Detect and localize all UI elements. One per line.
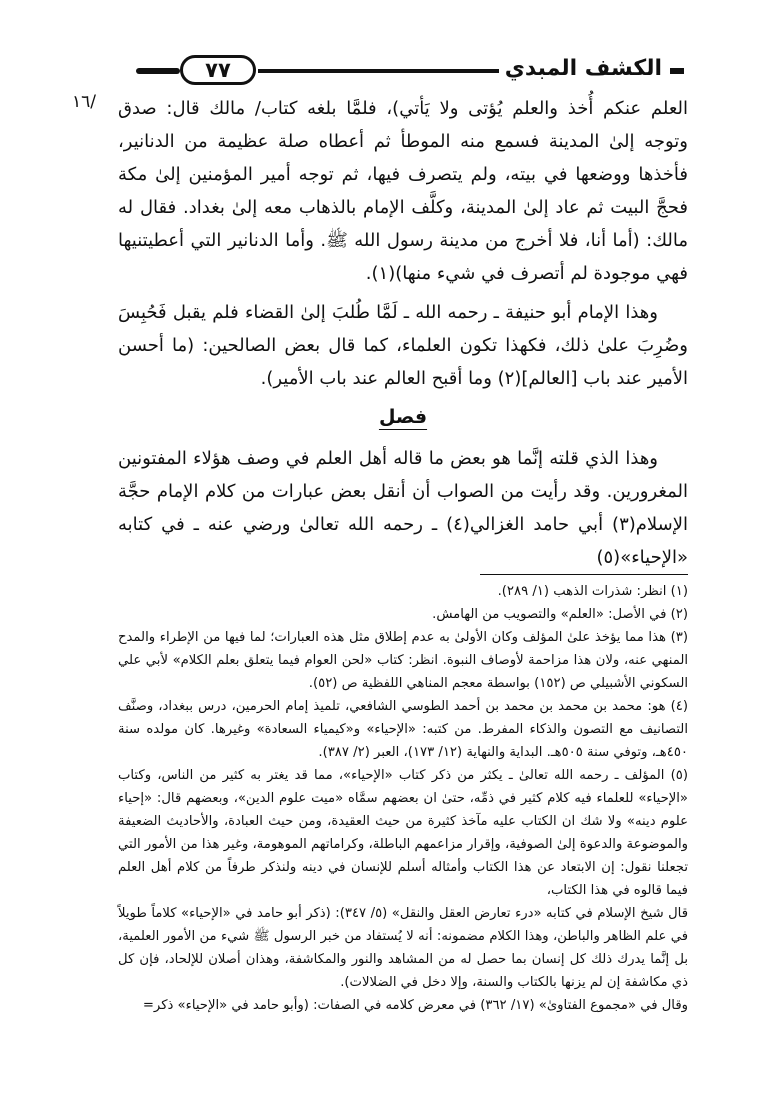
paragraph-2: وهذا الإمام أبو حنيفة ـ رحمه الله ـ لَمَّا طُلبَ إلىٰ القضاء فلم يقبل فَحُبِسَ وضُرِبَ علىٰ ذلك، فكهذا تكون العلماء، كما قال بعض الصالحين: (ما أحسن الأمير عند باب [العالم](٢) وما أقبح العالم عند باب الأمير). — [118, 302, 688, 389]
footnote-4: (٤) هو: محمد بن محمد بن محمد بن أحمد الطوسي الشافعي، تلميذ إمام الحرمين، درس ببغداد، وصنَّف التصانيف مع التصون والذكاء المفرط. من كتبه: «الإحياء» و«كيمياء السعادة» وغيرها. كان مولده سنة ٤٥٠هـ، وتوفي سنة ٥٠٥هـ. البداية والنهاية (١٢/ ١٧٣)، العبر (٢/ ٣٨٧). — [118, 699, 688, 760]
margin-manuscript-folio: ١٦/ — [72, 92, 96, 112]
header-rule-left — [136, 68, 180, 74]
header-rule-right — [670, 68, 684, 74]
footnote-5: (٥) المؤلف ـ رحمه الله تعالىٰ ـ يكثر من ذكر كتاب «الإحياء»، مما قد يغتر به كثير من الناس، وكتاب «الإحياء» للعلماء فيه كلام كثير في ذمِّه، حتىٰ ان بعضهم سمَّاه «ميت علوم الدين»، وبعضهم قال: «إحياء علوم دينه» ولا شك ان الكتاب عليه مآخذ كثيرة من حيث العقيدة، ومن حيث العبادة، والأحاديث الضعيفة والموضوعة والدعوة إلىٰ الصوفية، وإقرار مزاعمهم الباطلة، وكراماتهم الموهومة، وغير هذا من الأمور التي تجعلنا نقول: إن الابتعاد عن هذا الكتاب وأمثاله أسلم للإنسان في دينه ولنذكر طرفاً من كلام أهل العلم فيما قالوه في هذا الكتاب، — [118, 768, 688, 898]
footnote-5-continued-1: قال شيخ الإسلام في كتابه «درء تعارض العقل والنقل» (٥/ ٣٤٧): (ذكر أبو حامد في «الإحياء» كلاماً طويلاً في علم الظاهر والباطن، وهذا الكلام مضمونه: أنه لا يُستفاد من خبر الرسول ﷺ شيء من الأمور العلمية، بل إنَّما يدرك ذلك كل إنسان بما حصل له من المشاهد والنور والمكاشفة، وهذان أصلان للإلحاد، فإن كل ذي مكاشفة إن لم يزنها بالكتاب والسنة، وإلا دخل في الضلالات). — [118, 906, 689, 990]
footnotes — [118, 580, 688, 1017]
paragraph-3: وهذا الذي قلته إنَّما هو بعض ما قاله أهل العلم في وصف هؤلاء المفتونين المغرورين. وقد رأيت من الصواب أن أنقل بعض عبارات من كلام الإمام حجَّة الإسلام(٣) أبي حامد الغزالي(٤) ـ رحمه الله تعالىٰ ورضي عنه ـ في كتابه «الإحياء»(٥) — [118, 448, 688, 568]
footnote-3: (٣) هذا مما يؤخذ علىٰ المؤلف وكان الأولىٰ به عدم إطلاق مثل هذه العبارات؛ لما فيها من الإطراء والمدح المنهي عنه، ولان هذا مزاحمة لأوصاف النبوة. انظر: كتاب «لحن العوام فيما يتعلق بعلم الكلام» لأبي علي السكوني الأشبيلي ص (١٥٢) بواسطة معجم المناهي اللفظية ص (٥٢). — [118, 630, 688, 691]
footnote-2: (٢) في الأصل: «العلم» والتصويب من الهامش. — [432, 607, 688, 622]
main-text — [118, 92, 688, 580]
footnote-1: (١) انظر: شذرات الذهب (١/ ٢٨٩). — [497, 584, 688, 599]
running-title: الكشف المبدي — [499, 52, 668, 86]
paragraph-1: العلم عنكم أُخذ والعلم يُؤتى ولا يَأتي)، فلمَّا بلغه كتاب/ مالك قال: صدق وتوجه إلىٰ المدينة فسمع منه الموطأ ثم أعطاه صلة عظيمة من الدنانير، فأخذها ووضعها في بيته، ولم يتصرف فيها، ثم توجه أمير المؤمنين إلىٰ مكة فحجَّ البيت ثم عاد إلىٰ المدينة، وكلَّف الإمام بالذهاب معه إلىٰ بغداد. فقال له مالك: (أما أنا، فلا أخرج من مدينة رسول الله ﷺ. وأما الدنانير التي أعطيتنيها فهي موجودة لم أتصرف في شيء منها)(١). — [118, 98, 688, 284]
footnote-5-continued-2: وقال في «مجموع الفتاوىٰ» (١٧/ ٣٦٢) في معرض كلامه في الصفات: (وأبو حامد في «الإحياء» ذكر= — [142, 998, 688, 1013]
page-header — [136, 48, 684, 90]
page-number: ٧٧ — [180, 55, 256, 85]
section-heading: فصل — [378, 406, 428, 428]
footnote-separator — [480, 574, 688, 575]
